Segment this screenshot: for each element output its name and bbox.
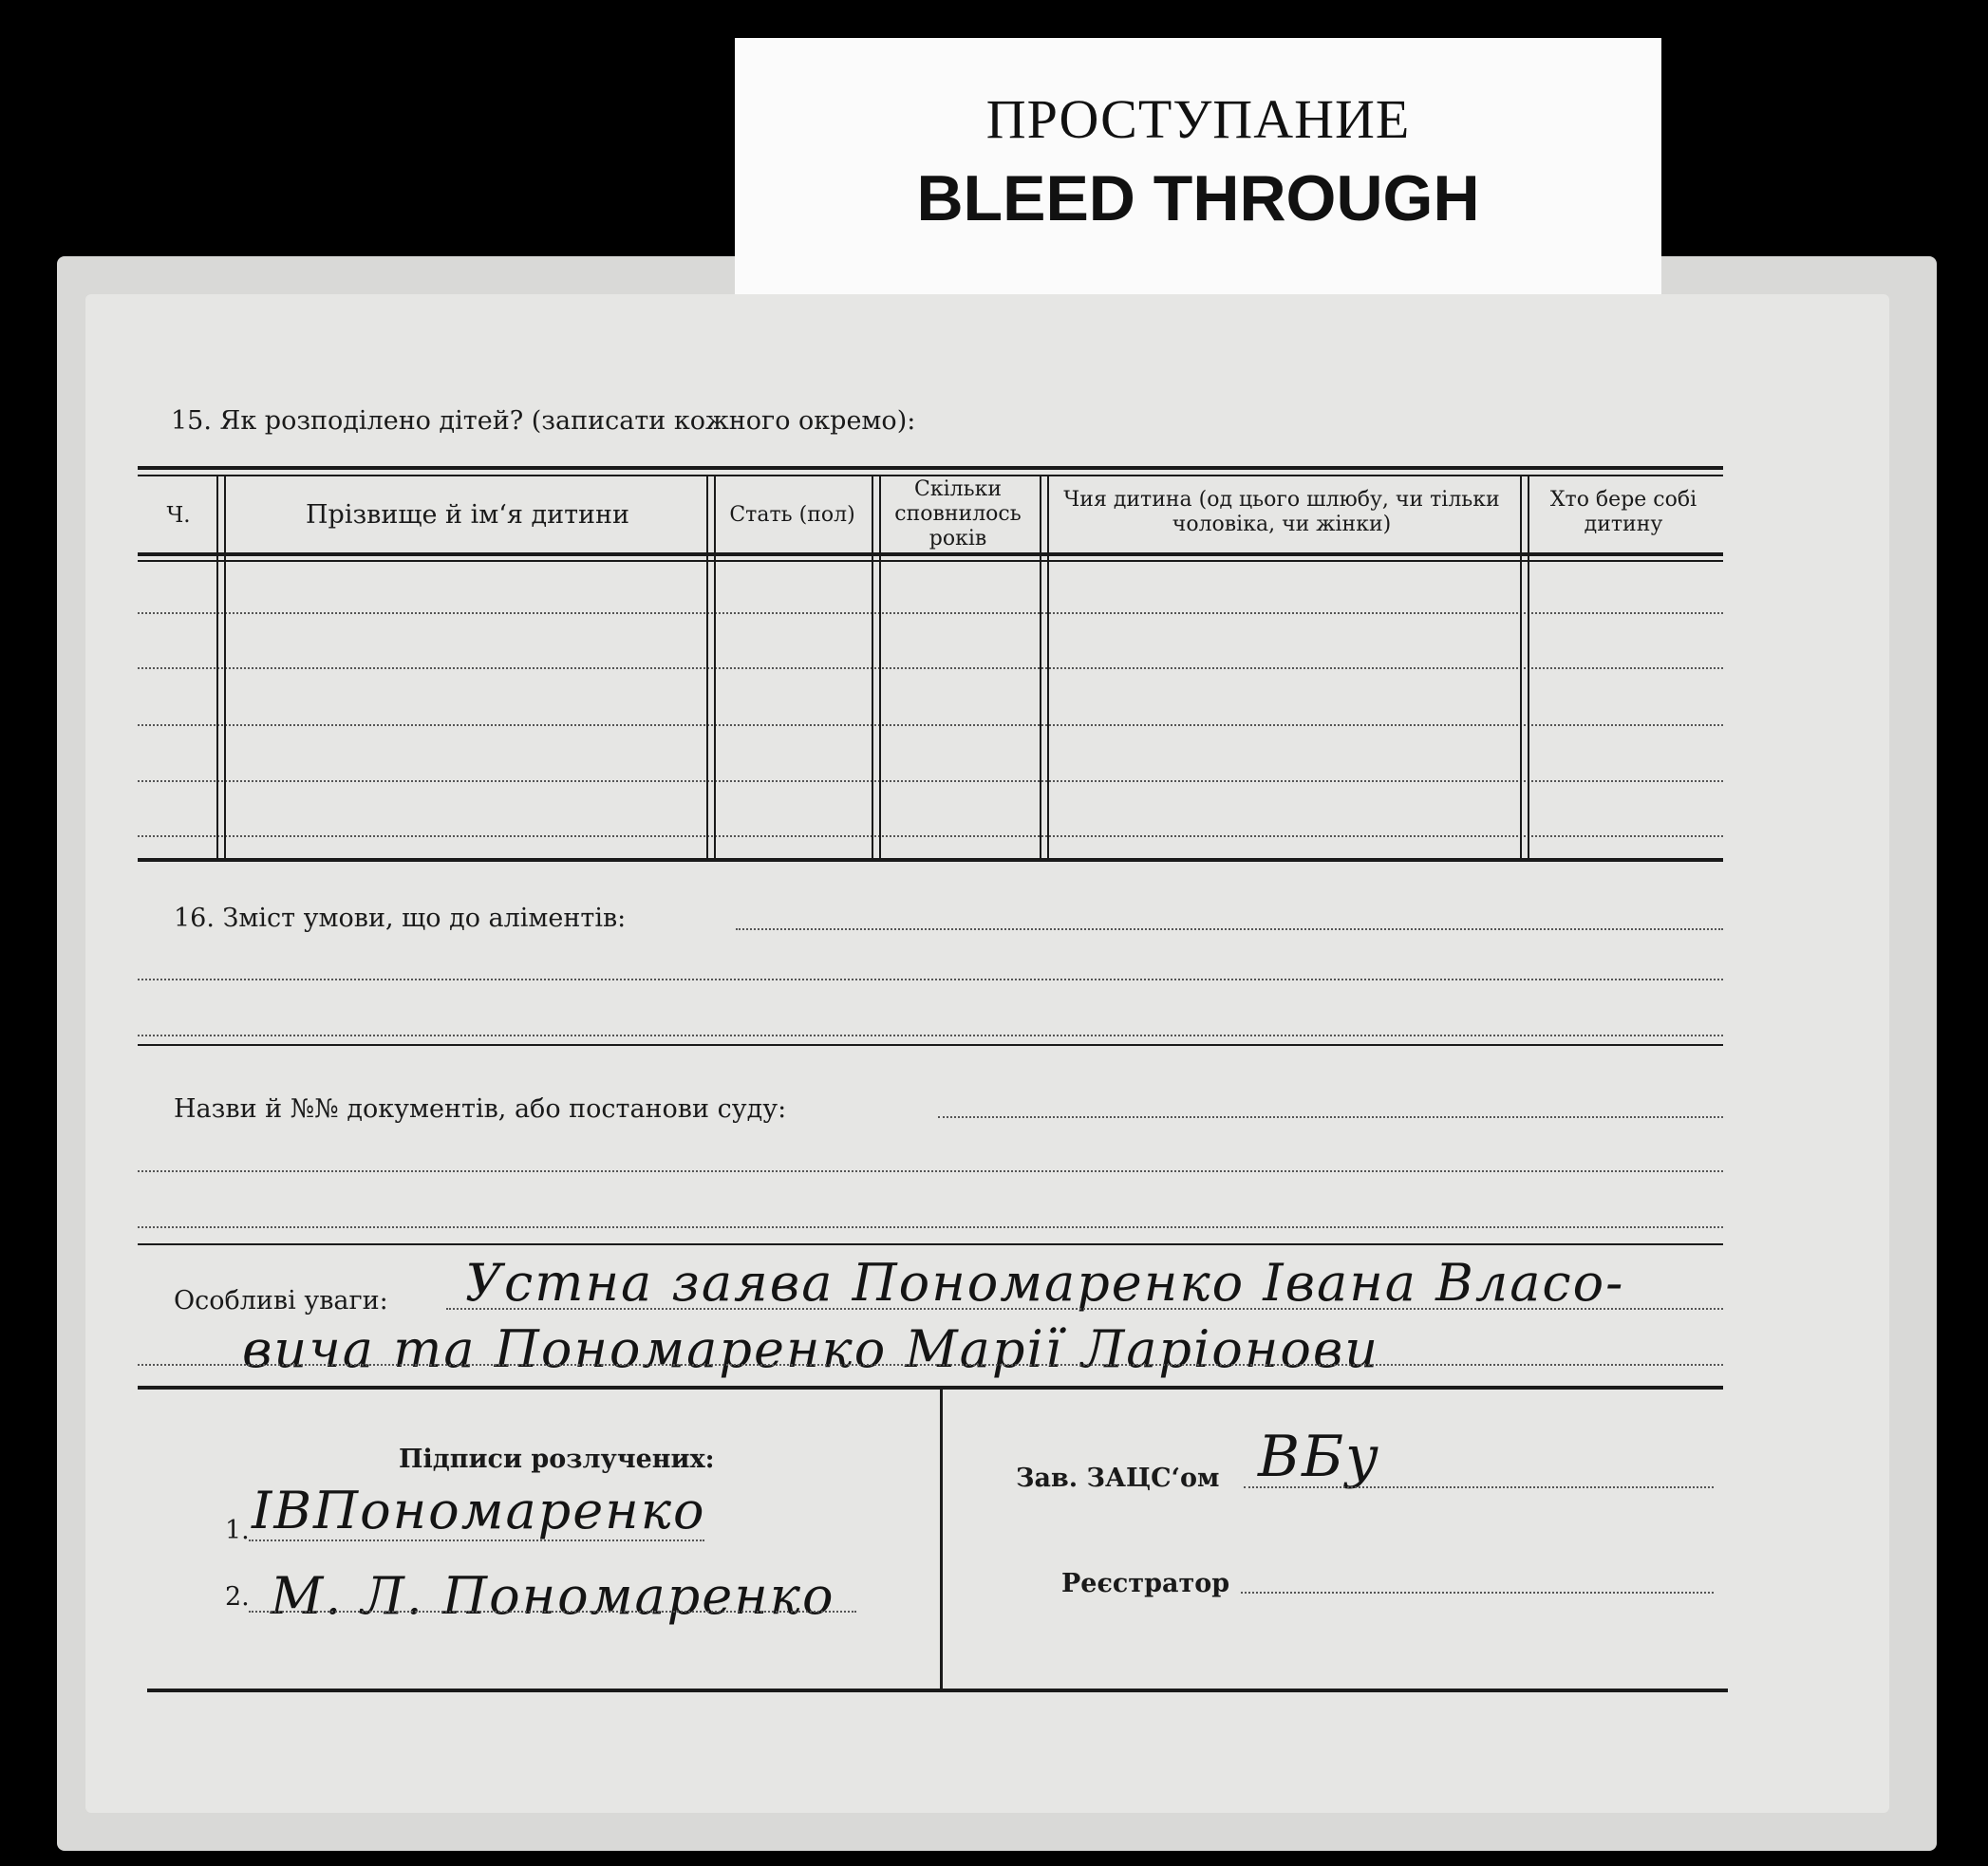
zags-head-fill-line — [1244, 1486, 1714, 1488]
table-column-divider — [872, 475, 881, 859]
alimony-fill-line — [138, 1035, 1723, 1036]
table-row-line — [138, 724, 1723, 726]
table-bottom-border — [138, 858, 1723, 862]
col-header-age: Скільки сповнилось років — [894, 477, 1022, 550]
table-top-border-inner — [138, 475, 1723, 476]
signatures-title: Підписи розлучених: — [399, 1445, 715, 1474]
documents-label: Назви й №№ документів, або постанови суду: — [174, 1094, 787, 1124]
signature-line-2 — [249, 1611, 856, 1613]
table-row-line — [138, 612, 1723, 614]
table-column-divider — [216, 475, 226, 859]
col-header-sex: Стать (пол) — [729, 503, 855, 527]
registrar-fill-line — [1241, 1592, 1714, 1594]
signature-wife: М. Л. Пономаренко — [271, 1566, 835, 1626]
col-header-number: Ч. — [166, 503, 191, 528]
remarks-label: Особливі уваги: — [174, 1286, 388, 1316]
table-header-rule-inner — [138, 560, 1723, 562]
remarks-fill-line — [446, 1308, 1723, 1310]
section-16-title: 16. Зміст умови, що до аліментів: — [174, 904, 627, 933]
table-column-divider — [1520, 475, 1529, 859]
signature-section-rule — [138, 1386, 1723, 1390]
section-rule — [138, 1243, 1723, 1245]
section-15-title: 15. Як розподілено дітей? (записати кожного окремо): — [171, 406, 916, 436]
table-column-divider — [706, 475, 716, 859]
alimony-fill-line — [138, 979, 1723, 980]
table-row-line — [138, 667, 1723, 669]
col-header-whose-child: Чия дитина (од цього шлюбу, чи тільки чоловіка, чи жінки) — [1063, 488, 1500, 536]
registrar-label: Реєстратор — [1061, 1569, 1230, 1598]
table-row-line — [138, 780, 1723, 782]
documents-fill-line — [138, 1170, 1723, 1172]
col-header-name: Прізвище й ім‘я дитини — [305, 500, 629, 530]
signature-divider — [940, 1390, 943, 1691]
signature-number-2: 2. — [225, 1582, 250, 1612]
table-row-line — [138, 835, 1723, 837]
documents-fill-line — [938, 1116, 1723, 1118]
alimony-fill-line — [736, 928, 1723, 930]
documents-fill-line — [138, 1226, 1723, 1228]
signature-number-1: 1. — [225, 1516, 250, 1545]
remarks-handwriting-line-2: вича та Пономаренко Марії Ларіонови — [242, 1319, 1380, 1379]
signature-husband: ІВПономаренко — [252, 1481, 706, 1540]
table-column-divider — [1040, 475, 1049, 859]
form-bottom-rule — [147, 1689, 1728, 1692]
col-header-custody: Хто бере собі дитину — [1549, 488, 1697, 536]
zags-head-signature: ВБу — [1258, 1424, 1380, 1490]
zags-head-label: Зав. ЗАЦС‘ом — [1016, 1464, 1220, 1493]
label-russian: ПРОСТУПАНИЕ — [985, 88, 1411, 150]
bleed-through-label — [735, 38, 1661, 294]
label-english: BLEED THROUGH — [916, 162, 1480, 234]
remarks-handwriting-line-1: Устна заява Пономаренко Івана Власо- — [465, 1253, 1625, 1313]
signature-line-1 — [249, 1539, 704, 1541]
section-rule — [138, 1044, 1723, 1046]
table-top-border — [138, 466, 1723, 470]
table-header-rule — [138, 552, 1723, 556]
remarks-fill-line — [138, 1364, 1723, 1366]
